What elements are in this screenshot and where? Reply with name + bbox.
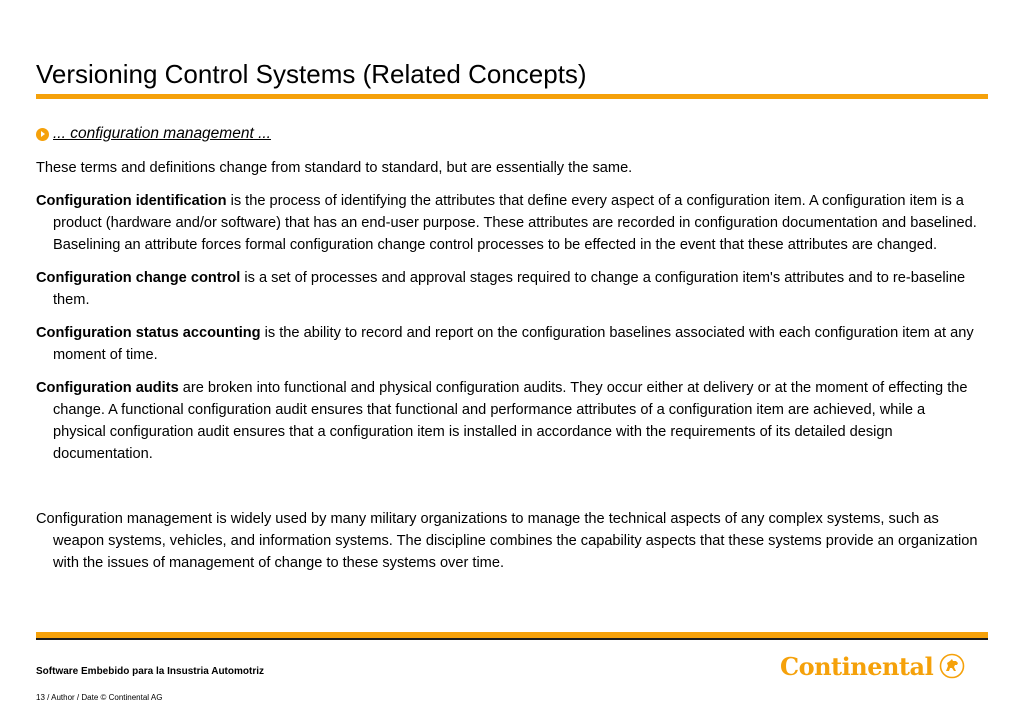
definition-term: Configuration status accounting — [36, 325, 261, 341]
title-divider — [36, 94, 988, 99]
definition-text: are broken into functional and physical configuration audits. They occur either at delivery or at the moment of effecting the change. A functional configuration audit ensures that functional and performance attributes of a configuration item are achieved, while a physical configuration audit ensures that a configuration item is installed in accordance with the requirements of its detailed design documentation. — [53, 380, 968, 462]
section-heading: ... configuration management ... — [53, 125, 271, 142]
footer-meta: 13 / Author / Date © Continental AG — [36, 693, 163, 702]
definition-configuration-status-accounting — [36, 322, 981, 366]
play-circle-icon — [36, 128, 49, 141]
definition-configuration-change-control — [36, 267, 981, 311]
definition-term: Configuration change control — [36, 270, 241, 286]
slide-body — [36, 157, 981, 585]
footer-divider — [36, 632, 988, 638]
definition-text: is the process of identifying the attributes that define every aspect of a configuration item. A configuration item is a product (hardware and/or software) that has an end-user purpose. These attributes are recorded in configuration documentation and baselined. Baselining an attribute forces formal configuration change control processes to be effected in the event that these attributes are changed. — [53, 193, 977, 253]
intro-paragraph: These terms and definitions change from standard to standard, but are essentially the same. — [36, 160, 633, 176]
continental-logo — [780, 646, 965, 686]
slide-title: Versioning Control Systems (Related Concepts) — [36, 59, 587, 89]
closing-paragraph: Configuration management is widely used by many military organizations to manage the technical aspects of any complex systems, such as weapon systems, vehicles, and information systems. The discipline combines the capability aspects that these systems provide an organization with the issues of management of change to these systems over time. — [36, 511, 978, 571]
footer-course-title: Software Embebido para la Insustria Automotriz — [36, 666, 264, 677]
definition-term: Configuration identification — [36, 193, 227, 209]
horse-emblem-icon — [939, 653, 965, 679]
definition-configuration-audits — [36, 377, 981, 465]
definition-text: is the ability to record and report on the configuration baselines associated with each configuration item at any moment of time. — [53, 325, 974, 363]
logo-wordmark: Continental — [780, 651, 934, 681]
section-bullet — [36, 124, 271, 144]
definition-configuration-identification — [36, 190, 981, 256]
definition-text: is a set of processes and approval stages required to change a configuration item's attributes and to re-baseline them. — [53, 270, 966, 308]
definition-term: Configuration audits — [36, 380, 179, 396]
